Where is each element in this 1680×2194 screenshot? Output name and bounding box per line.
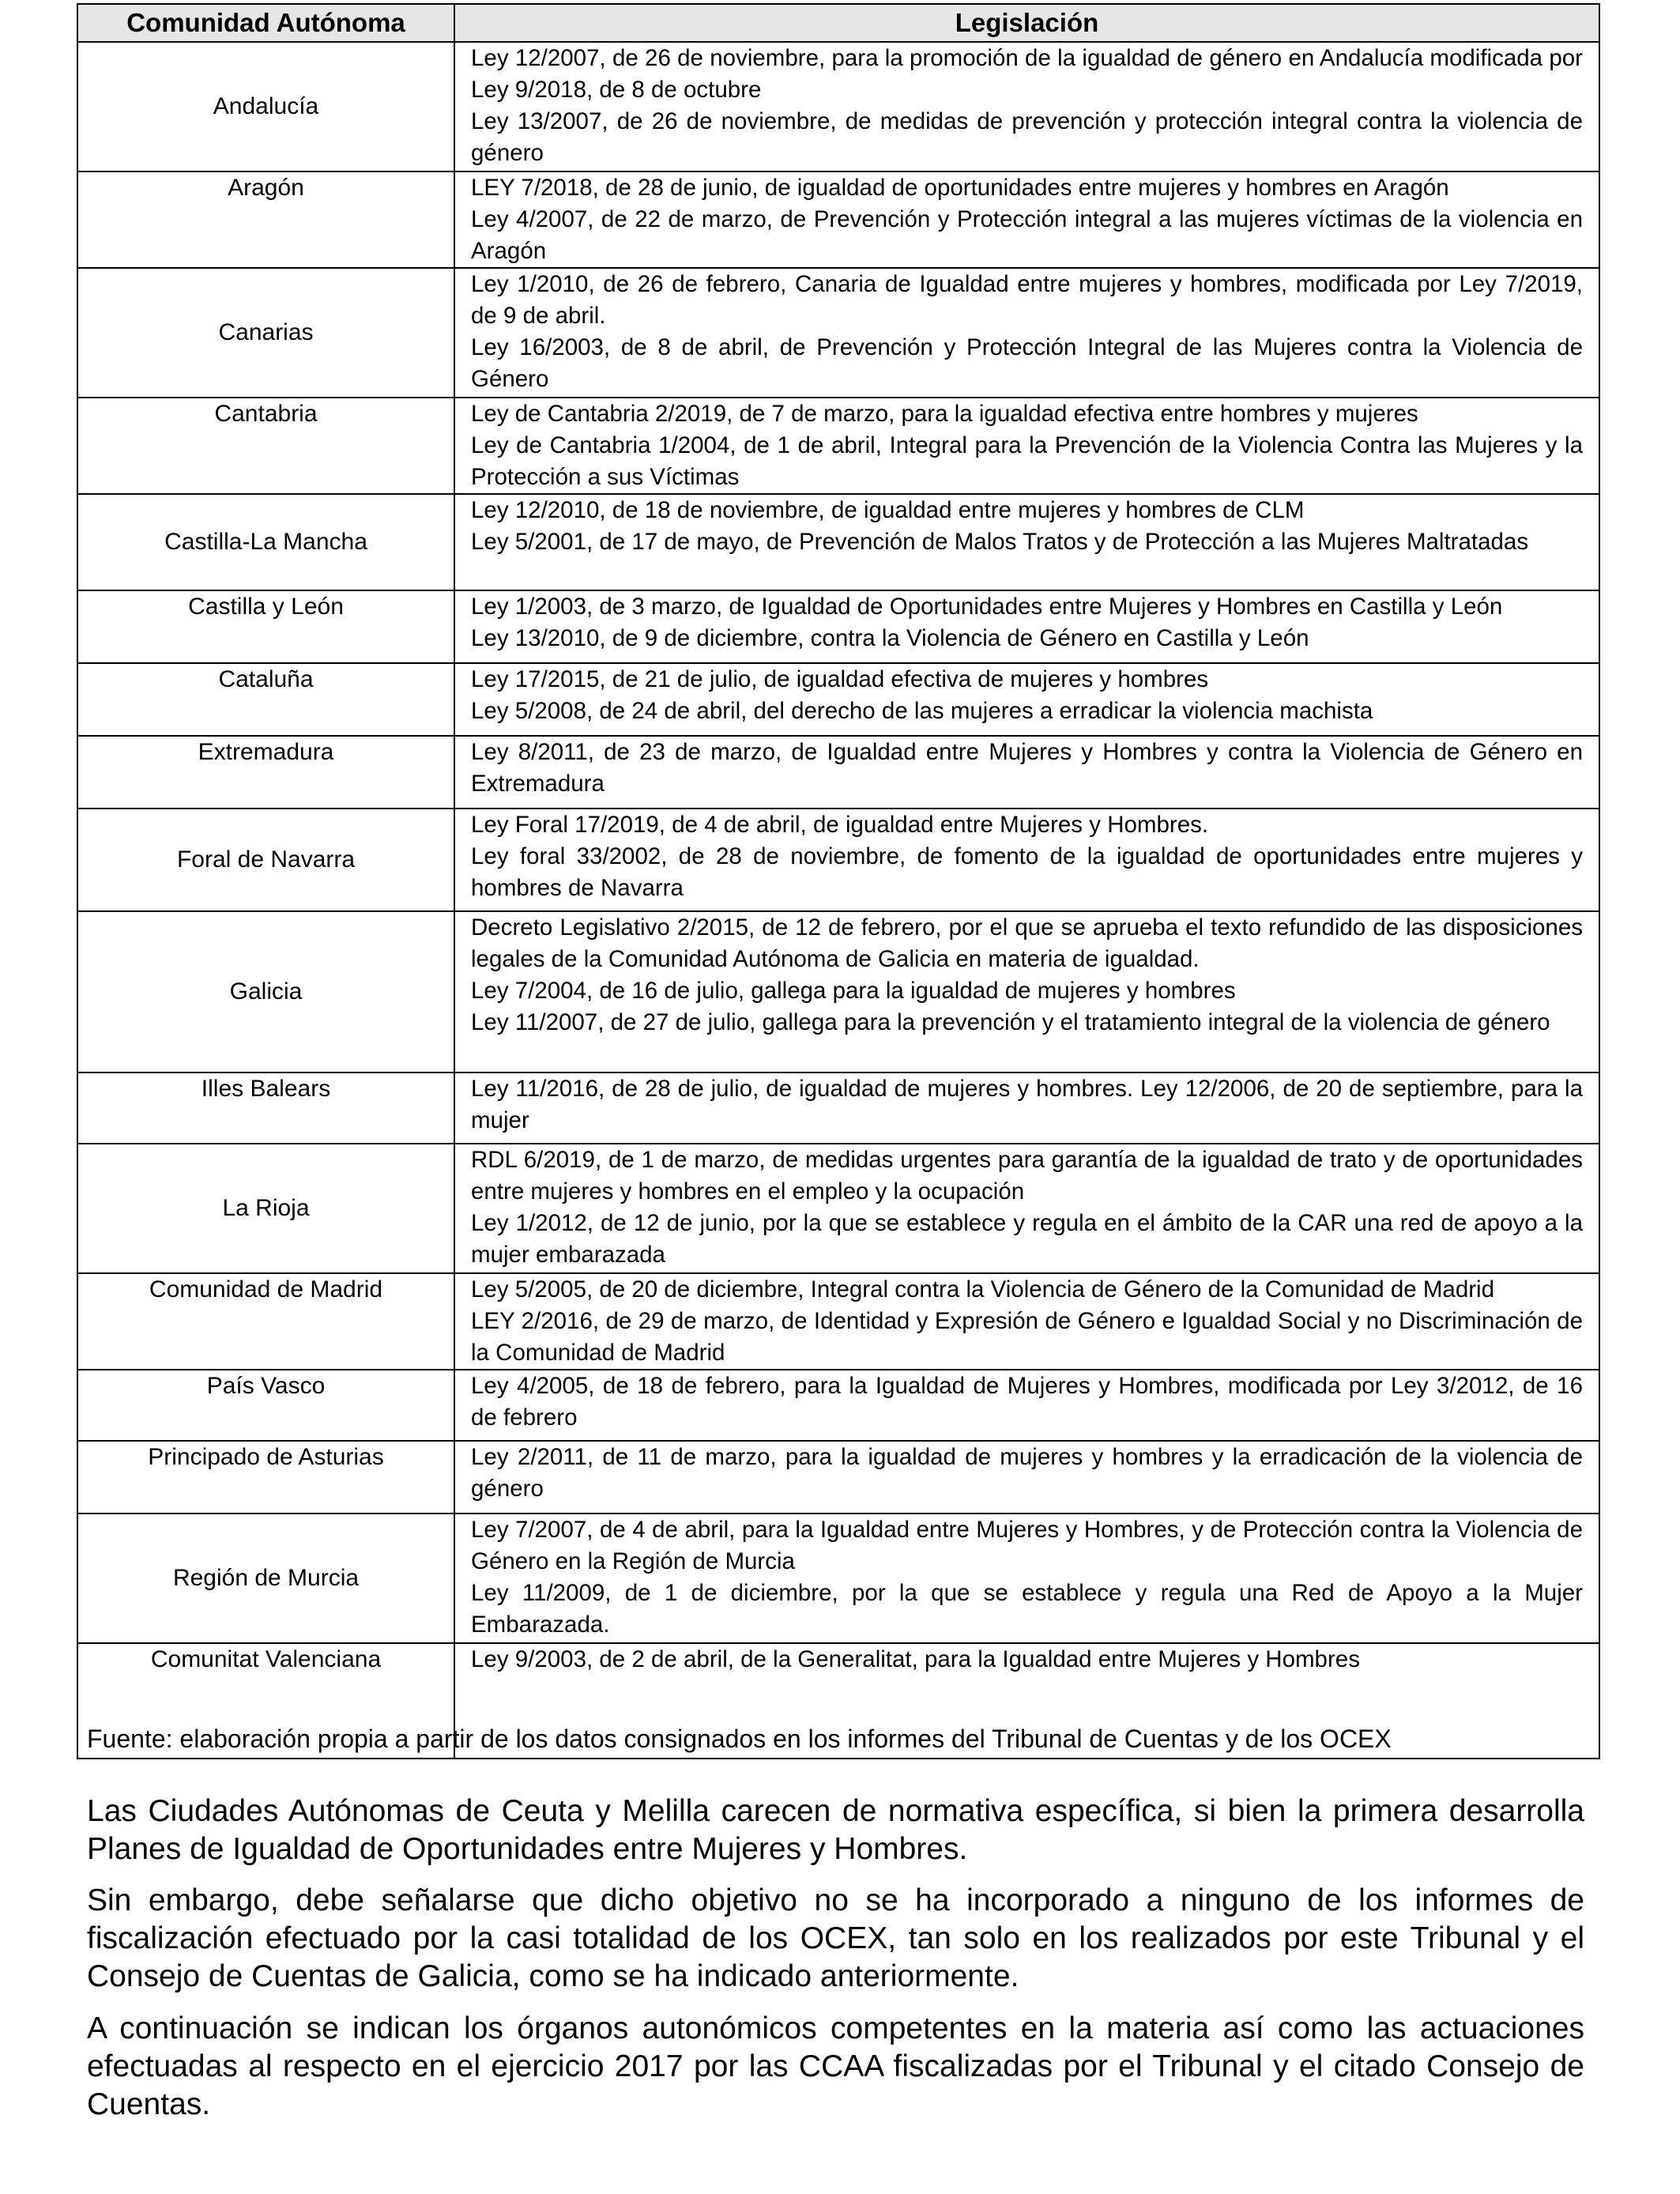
law-entry: LEY 2/2016, de 29 de marzo, de Identidad y Expresión de Género e Igualdad Social y no Discriminación de la Comunidad de Madrid [471,1308,1583,1366]
law-entry: Ley 13/2010, de 9 de diciembre, contra la Violencia de Género en Castilla y León [471,625,1309,651]
region-cell: Canarias [77,268,454,398]
region-cell: Castilla y León [77,590,454,663]
table-row [77,398,1599,494]
header-legislation: Legislación [454,4,1599,42]
paragraph-3: A continuación se indican los órganos autonómicos competentes en la materia así como las actuaciones efectuadas al respecto en el ejercicio 2017 por las CCAA fiscalizadas por el Tribunal y el citado Consejo de Cuentas. [87,2011,1584,2121]
table-row [77,590,1599,663]
legislation-cell [454,663,1599,736]
table-row [77,494,1599,590]
table-row [77,1514,1599,1643]
legislation-cell [454,1441,1599,1514]
header-region: Comunidad Autónoma [77,4,454,42]
law-entry: Ley 2/2011, de 11 de marzo, para la igualdad de mujeres y hombres y la erradicación de la violencia de género [471,1444,1583,1502]
table-row [77,172,1599,268]
legislation-cell [454,42,1599,172]
law-entry: Ley 1/2003, de 3 marzo, de Igualdad de Oportunidades entre Mujeres y Hombres en Castilla y León [471,594,1503,620]
table-row [77,1273,1599,1370]
law-entry: Ley 4/2005, de 18 de febrero, para la Igualdad de Mujeres y Hombres, modificada por Ley 3/2012, de 16 de febrero [471,1373,1583,1431]
legislation-cell [454,398,1599,494]
law-entry: Ley 13/2007, de 26 de noviembre, de medidas de prevención y protección integral contra la violencia de género [471,108,1583,166]
paragraph-2: Sin embargo, debe señalarse que dicho objetivo no se ha incorporado a ninguno de los informes de fiscalización efectuado por la casi totalidad de los OCEX, tan solo en los realizados por este Tribunal y el Consejo de Cuentas de Galicia, como se ha indicado anteriormente. [87,1883,1584,1993]
legislation-cell [454,1273,1599,1370]
law-entry: Ley 7/2007, de 4 de abril, para la Igualdad entre Mujeres y Hombres, y de Protección contra la Violencia de Género en la Región de Murcia [471,1517,1583,1574]
law-entry: Ley 12/2007, de 26 de noviembre, para la promoción de la igualdad de género en Andalucía modificada por Ley 9/2018, de 8 de octubre [471,45,1583,103]
region-cell: País Vasco [77,1370,454,1441]
table-row [77,42,1599,172]
law-entry: Decreto Legislativo 2/2015, de 12 de febrero, por el que se aprueba el texto refundido de las disposiciones legales de la Comunidad Autónoma de Galicia en materia de igualdad. [471,914,1583,972]
law-entry: Ley 5/2001, de 17 de mayo, de Prevención de Malos Tratos y de Protección a las Mujeres Maltratadas [471,529,1529,555]
law-entry: Ley 8/2011, de 23 de marzo, de Igualdad entre Mujeres y Hombres y contra la Violencia de Género en Extremadura [471,739,1583,797]
law-entry: Ley 5/2008, de 24 de abril, del derecho de las mujeres a erradicar la violencia machista [471,698,1373,724]
law-entry: Ley 9/2003, de 2 de abril, de la Generalitat, para la Igualdad entre Mujeres y Hombres [471,1646,1360,1672]
law-entry: Ley de Cantabria 1/2004, de 1 de abril, Integral para la Prevención de la Violencia Contra las Mujeres y la Protección a sus Víctimas [471,432,1583,490]
law-entry: Ley 1/2010, de 26 de febrero, Canaria de Igualdad entre mujeres y hombres, modificada por Ley 7/2019, de 9 de abril. [471,271,1583,329]
table-row [77,736,1599,809]
region-cell: Illes Balears [77,1072,454,1144]
legislation-cell [454,809,1599,911]
law-entry: Ley foral 33/2002, de 28 de noviembre, de fomento de la igualdad de oportunidades entre mujeres y hombres de Navarra [471,843,1583,901]
legislation-cell [454,736,1599,809]
law-entry: Ley 12/2010, de 18 de noviembre, de igualdad entre mujeres y hombres de CLM [471,497,1305,523]
law-entry: Ley 11/2007, de 27 de julio, gallega para la prevención y el tratamiento integral de la violencia de género [471,1009,1550,1035]
legislation-cell [454,1072,1599,1144]
region-cell: Comunidad de Madrid [77,1273,454,1370]
law-entry: Ley 7/2004, de 16 de julio, gallega para la igualdad de mujeres y hombres [471,978,1236,1004]
region-cell: Principado de Asturias [77,1441,454,1514]
law-entry: Ley de Cantabria 2/2019, de 7 de marzo, para la igualdad efectiva entre hombres y mujeres [471,401,1418,427]
legislation-cell [454,268,1599,398]
legislation-cell [454,494,1599,590]
legislation-cell [454,590,1599,663]
law-entry: Ley 11/2016, de 28 de julio, de igualdad de mujeres y hombres. Ley 12/2006, de 20 de septiembre, para la mujer [471,1076,1583,1133]
region-cell: Andalucía [77,42,454,172]
region-cell: Comunitat Valenciana [77,1643,454,1759]
table-row [77,1144,1599,1273]
table-body [77,42,1599,1759]
legislation-cell [454,172,1599,268]
table-header-row [77,4,1599,42]
law-entry: LEY 7/2018, de 28 de junio, de igualdad de oportunidades entre mujeres y hombres en Aragón [471,175,1449,201]
table-row [77,663,1599,736]
legislation-cell [454,1370,1599,1441]
region-cell: Castilla-La Mancha [77,494,454,590]
law-entry: Ley 17/2015, de 21 de julio, de igualdad efectiva de mujeres y hombres [471,666,1209,692]
table-row [77,911,1599,1072]
law-entry: Ley 11/2009, de 1 de diciembre, por la que se establece y regula una Red de Apoyo a la Mujer Embarazada. [471,1580,1583,1638]
table-row [77,1072,1599,1144]
law-entry: RDL 6/2019, de 1 de marzo, de medidas urgentes para garantía de la igualdad de trato y de oportunidades entre mujeres y hombres en el empleo y la ocupación [471,1147,1583,1204]
legislation-cell [454,1144,1599,1273]
table-row [77,1370,1599,1441]
region-cell: La Rioja [77,1144,454,1273]
law-entry: Ley 16/2003, de 8 de abril, de Prevención y Protección Integral de las Mujeres contra la Violencia de Género [471,334,1583,392]
table-row [77,268,1599,398]
legislation-cell [454,911,1599,1072]
table-source-note: Fuente: elaboración propia a partir de los datos consignados en los informes del Tribunal de Cuentas y de los OCEX [87,1725,1392,1753]
law-entry: Ley 4/2007, de 22 de marzo, de Prevención y Protección integral a las mujeres víctimas de la violencia en Aragón [471,206,1583,264]
law-entry: Ley 5/2005, de 20 de diciembre, Integral contra la Violencia de Género de la Comunidad de Madrid [471,1276,1495,1302]
legislation-cell [454,1514,1599,1643]
region-cell: Extremadura [77,736,454,809]
law-entry: Ley 1/2012, de 12 de junio, por la que se establece y regula en el ámbito de la CAR una red de apoyo a la mujer embarazada [471,1210,1583,1268]
table-row [77,809,1599,911]
paragraph-1: Las Ciudades Autónomas de Ceuta y Melilla carecen de normativa específica, si bien la primera desarrolla Planes de Igualdad de Oportunidades entre Mujeres y Hombres. [87,1794,1584,1866]
region-cell: Cantabria [77,398,454,494]
region-cell: Región de Murcia [77,1514,454,1643]
region-cell: Aragón [77,172,454,268]
region-cell: Foral de Navarra [77,809,454,911]
region-cell: Cataluña [77,663,454,736]
legislation-table [77,3,1600,1759]
table-row [77,1441,1599,1514]
region-cell: Galicia [77,911,454,1072]
law-entry: Ley Foral 17/2019, de 4 de abril, de igualdad entre Mujeres y Hombres. [471,812,1209,838]
